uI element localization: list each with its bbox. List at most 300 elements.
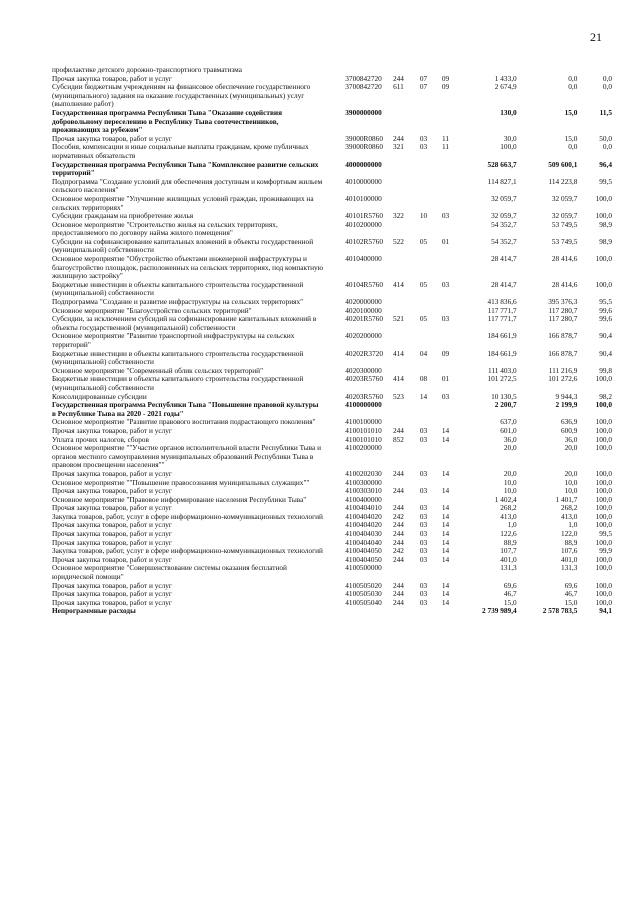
row-actual-amount: 111 216,9 [548, 365, 578, 375]
row-section [412, 332, 435, 349]
row-name: Подпрограмма "Создание условий для обеспечения доступным и комфортным жильем сельского населения" [52, 176, 323, 195]
row-code: 4100202030 [345, 468, 382, 478]
row-name: Прочая закупка товаров, работ и услуг [52, 73, 172, 83]
row-actual-amount: 2 199,9 [555, 400, 578, 410]
row-planned-amount: 10 130,5 [491, 391, 517, 401]
row-percent: 100,0 [595, 254, 612, 264]
row-expense-type: 522 [392, 236, 404, 246]
row-subsection: 09 [441, 73, 450, 83]
row-name: Основное мероприятие "Строительство жилья на сельских территориях, предоставляемого по договору найма жилого помещения" [52, 219, 278, 238]
row-code: 3700842720 [345, 73, 382, 83]
row-actual-amount: 36,0 [564, 434, 578, 444]
row-code: 4100404010 [345, 503, 382, 513]
row-planned-amount: 10,0 [503, 486, 517, 496]
row-subsection: 01 [441, 374, 450, 384]
row-planned-amount: 54 352,7 [491, 219, 517, 229]
row-percent: 98,9 [599, 236, 612, 246]
table-row [52, 195, 612, 212]
row-expense-type: 414 [392, 348, 404, 358]
row-section: 07 [419, 73, 428, 83]
row-code: 4100404050 [345, 554, 382, 564]
row-section: 03 [419, 142, 428, 152]
table-row [52, 607, 612, 616]
row-code: 4100101010 [345, 434, 382, 444]
row-name: Прочая закупка товаров, работ и услуг [52, 425, 172, 435]
row-subsection: 09 [441, 348, 450, 358]
row-actual-amount: 0,0 [568, 142, 578, 152]
row-percent: 99,8 [599, 365, 612, 375]
row-expense-type [385, 564, 412, 581]
row-code: 40104R5760 [345, 279, 383, 289]
row-name: Консолидированные субсидии [52, 391, 147, 401]
row-actual-amount: 28 414,6 [551, 254, 578, 264]
row-planned-amount: 10,0 [503, 477, 517, 487]
row-percent: 99,6 [599, 314, 612, 324]
row-section: 03 [419, 529, 428, 539]
row-percent: 100,0 [595, 589, 612, 599]
row-section: 05 [419, 279, 428, 289]
page-number: 21 [590, 30, 602, 44]
row-expense-type: 242 [392, 511, 404, 521]
row-planned-amount: 122,6 [500, 529, 517, 539]
row-expense-type [385, 332, 412, 349]
row-percent: 100,0 [595, 193, 612, 203]
table-row [52, 281, 612, 298]
row-expense-type: 244 [392, 554, 404, 564]
row-expense-type: 244 [392, 537, 404, 547]
row-name: Бюджетные инвестиции в объекты капитального строительства государственной (муниципальной) собственности [52, 348, 304, 367]
row-planned-amount: 46,7 [503, 589, 517, 599]
row-expense-type [385, 109, 412, 135]
table-row [52, 255, 612, 281]
row-planned-amount: 30,0 [503, 133, 517, 143]
row-actual-amount: 20,0 [564, 468, 578, 478]
row-expense-type [385, 255, 412, 281]
row-planned-amount: 28 414,7 [491, 279, 517, 289]
row-code: 40101R5760 [345, 211, 383, 221]
row-code: 4100200000 [345, 443, 382, 453]
table-row [52, 161, 612, 178]
row-code: 40203R5760 [345, 391, 383, 401]
row-planned-amount: 107,7 [500, 546, 517, 556]
row-percent: 100,0 [595, 468, 612, 478]
row-code: 40202R3720 [345, 348, 383, 358]
row-subsection: 14 [441, 537, 450, 547]
row-actual-amount: 10,0 [564, 477, 578, 487]
row-name: Субсидии гражданам на приобретение жилья [52, 211, 194, 221]
row-section [412, 109, 435, 135]
row-section: 03 [419, 425, 428, 435]
row-actual-amount: 509 600,1 [548, 159, 578, 169]
row-name: Закупка товаров, работ, услуг в сфере информационно-коммуникационных технологий [52, 546, 323, 556]
table-row [52, 350, 612, 367]
row-planned-amount: 2 674,9 [494, 82, 517, 92]
row-code: 4100303010 [345, 486, 382, 496]
row-code: 4100101010 [345, 425, 382, 435]
row-subsection: 14 [441, 468, 450, 478]
row-subsection: 14 [441, 589, 450, 599]
row-name: Субсидии на софинансирование капитальных вложений в объекты государственной (муниципальной) собственности [52, 236, 314, 255]
row-name: Основное мероприятие "Благоустройство сельских территорий" [52, 305, 252, 315]
row-subsection [435, 255, 456, 281]
table-row [52, 401, 612, 418]
row-name: Прочая закупка товаров, работ и услуг [52, 468, 172, 478]
row-actual-amount: 401,0 [560, 554, 578, 564]
row-name: Основное мероприятие "Развитие транспортной инфраструктуры на сельских территорий" [52, 331, 295, 349]
row-actual-amount: 15,0 [564, 133, 578, 143]
row-code: 4020000000 [345, 297, 382, 307]
row-planned-amount: 117 771,7 [487, 314, 517, 324]
row-code: 4010000000 [345, 176, 382, 186]
row-planned-amount: 101 272,5 [487, 374, 517, 384]
row-section: 03 [419, 546, 428, 556]
row-percent: 98,2 [599, 391, 612, 401]
row-expense-type [385, 607, 412, 616]
row-expense-type: 244 [392, 468, 404, 478]
row-percent: 99,9 [599, 546, 612, 556]
row-planned-amount: 28 414,7 [491, 254, 517, 264]
row-name: Основное мероприятие "Правовое информирование населения Республики Тыва" [52, 494, 307, 504]
row-subsection: 11 [442, 142, 450, 152]
row-expense-type: 244 [392, 520, 404, 530]
row-expense-type: 244 [392, 73, 404, 83]
row-percent: 100,0 [595, 503, 612, 513]
row-subsection: 14 [441, 511, 450, 521]
row-percent: 100,0 [595, 494, 612, 504]
row-subsection [435, 221, 456, 238]
row-code: 4100404030 [345, 529, 382, 539]
row-percent: 100,0 [595, 511, 612, 521]
row-planned-amount: 637,0 [500, 417, 517, 427]
row-planned-amount: 130,0 [500, 107, 517, 117]
row-planned-amount: 117 771,7 [487, 305, 517, 315]
row-subsection [435, 178, 456, 195]
row-section: 03 [419, 468, 428, 478]
row-percent: 99,5 [599, 176, 612, 186]
row-code: 4100404050 [345, 546, 382, 556]
row-percent: 96,4 [599, 159, 612, 169]
row-percent: 100,0 [595, 477, 612, 487]
budget-table-body [52, 66, 612, 616]
table-row [52, 332, 612, 349]
row-code: 39000R0860 [345, 133, 383, 143]
row-subsection: 14 [441, 486, 450, 496]
row-code: 4100505030 [345, 589, 382, 599]
row-section: 03 [419, 434, 428, 444]
table-row [52, 599, 612, 608]
row-actual-amount: 15,0 [564, 107, 578, 117]
row-expense-type [385, 161, 412, 178]
row-expense-type: 322 [392, 211, 404, 221]
row-expense-type: 244 [392, 589, 404, 599]
row-code: 4100000000 [345, 400, 382, 410]
row-name: Подпрограмма "Создание и развитие инфраструктуры на сельских территориях" [52, 297, 304, 307]
row-expense-type: 244 [392, 597, 404, 607]
row-name: Основное мероприятие "Современный облик сельских территорий" [52, 365, 264, 375]
row-planned-amount: 1 402,4 [494, 494, 517, 504]
row-expense-type: 244 [392, 503, 404, 513]
row-code: 4100505040 [345, 597, 382, 607]
row-percent: 100,0 [595, 537, 612, 547]
row-code: 4010200000 [345, 219, 382, 229]
row-actual-amount: 117 280,7 [548, 305, 578, 315]
row-name: Прочая закупка товаров, работ и услуг [52, 537, 172, 547]
row-planned-amount: 184 661,9 [487, 331, 517, 341]
row-planned-amount: 401,0 [500, 554, 517, 564]
row-actual-amount: 268,2 [560, 503, 578, 513]
row-percent: 0,0 [602, 142, 612, 152]
row-actual-amount: 636,9 [560, 417, 578, 427]
row-name: Прочая закупка товаров, работ и услуг [52, 520, 172, 530]
row-subsection: 09 [441, 82, 450, 92]
row-subsection: 03 [441, 279, 450, 289]
row-expense-type: 244 [392, 580, 404, 590]
row-subsection [435, 109, 456, 135]
row-actual-amount: 15,0 [564, 597, 578, 607]
row-code: 4100404040 [345, 537, 382, 547]
row-percent: 100,0 [595, 417, 612, 427]
row-planned-amount: 32 059,7 [491, 193, 517, 203]
row-section: 04 [419, 348, 428, 358]
budget-table [52, 66, 612, 616]
row-actual-amount: 32 059,7 [551, 193, 578, 203]
row-actual-amount: 88,9 [564, 537, 578, 547]
row-actual-amount: 600,9 [560, 425, 578, 435]
row-expense-type [385, 178, 412, 195]
row-subsection: 03 [441, 391, 450, 401]
row-section: 14 [419, 391, 428, 401]
row-section: 03 [419, 580, 428, 590]
row-percent: 100,0 [595, 580, 612, 590]
row-percent: 99,5 [599, 529, 612, 539]
row-expense-type: 242 [392, 546, 404, 556]
row-subsection [435, 195, 456, 212]
row-percent: 98,9 [599, 219, 612, 229]
row-name: Прочая закупка товаров, работ и услуг [52, 580, 172, 590]
row-code [327, 607, 385, 616]
row-actual-amount: 0,0 [568, 82, 578, 92]
row-planned-amount: 131,3 [500, 563, 517, 573]
row-percent: 0,0 [602, 82, 612, 92]
row-expense-type: 321 [392, 142, 404, 152]
table-row [52, 83, 612, 109]
row-name: Уплата прочих налогов, сборов [52, 434, 150, 444]
row-actual-amount: 1,0 [568, 520, 578, 530]
row-expense-type: 244 [392, 133, 404, 143]
row-subsection: 14 [441, 425, 450, 435]
row-subsection [435, 298, 456, 307]
row-code: 40102R5760 [345, 236, 383, 246]
row-percent: 11,5 [599, 107, 612, 117]
row-planned-amount: 20,0 [503, 443, 517, 453]
row-section [412, 607, 435, 616]
row-planned-amount: 36,0 [503, 434, 517, 444]
row-name: Субсидии бюджетным учреждениям на финансовое обеспечение государственного (муниципального) задания на оказание государственных (муниципальных) услуг (выполнение работ) [52, 82, 311, 109]
row-percent: 95,5 [599, 297, 612, 307]
row-percent: 90,4 [599, 348, 612, 358]
row-percent: 100,0 [595, 434, 612, 444]
row-actual-amount: 413,0 [560, 511, 578, 521]
row-name: Прочая закупка товаров, работ и услуг [52, 133, 172, 143]
row-subsection: 03 [441, 314, 450, 324]
row-actual-amount: 117 280,7 [548, 314, 578, 324]
row-planned-amount: 1,0 [507, 520, 517, 530]
row-name: Основное мероприятие "Развитие правового воспитания подрастающего поколения" [52, 417, 316, 427]
row-code: 3700842720 [345, 82, 382, 92]
row-actual-amount: 166 878,7 [548, 331, 578, 341]
row-section: 03 [419, 503, 428, 513]
row-subsection: 01 [441, 236, 450, 246]
row-subsection: 14 [441, 520, 450, 530]
row-actual-amount: 69,6 [564, 580, 578, 590]
row-subsection: 14 [441, 597, 450, 607]
row-expense-type [385, 401, 412, 418]
row-expense-type: 244 [392, 425, 404, 435]
row-name: Основное мероприятие ""Повышение правосознания муниципальных служащих"" [52, 477, 310, 487]
row-actual-amount: 10,0 [564, 486, 578, 496]
row-actual-amount: 20,0 [564, 443, 578, 453]
row-section: 03 [419, 486, 428, 496]
row-actual-amount: 32 059,7 [551, 211, 578, 221]
row-actual-amount: 101 272,6 [548, 374, 578, 384]
row-actual-amount: 131,3 [560, 563, 578, 573]
row-percent: 100,0 [595, 211, 612, 221]
row-planned-amount: 114 827,1 [487, 176, 517, 186]
row-percent: 100,0 [595, 400, 612, 410]
row-actual-amount: 53 749,5 [551, 219, 578, 229]
table-row [52, 444, 612, 470]
row-percent: 100,0 [595, 520, 612, 530]
row-section [412, 195, 435, 212]
row-actual-amount: 114 223,8 [548, 176, 578, 186]
table-row [52, 315, 612, 332]
row-percent: 94,1 [599, 606, 612, 616]
row-planned-amount: 32 059,7 [491, 211, 517, 221]
row-name: Государственная программа Республики Тыва "Повышение правовой культуры в Республике Тыва на 2020 - 2021 годы" [52, 400, 319, 418]
row-planned-amount: 268,2 [500, 503, 517, 513]
row-subsection: 11 [442, 133, 450, 143]
row-expense-type: 414 [392, 374, 404, 384]
row-expense-type [385, 444, 412, 470]
row-name: Субсидии, за исключением субсидий на софинансирование капитальных вложений в объекты государственной (муниципальной) собственности [52, 314, 317, 332]
row-section [412, 401, 435, 418]
row-section: 03 [419, 511, 428, 521]
table-row [52, 375, 612, 392]
row-subsection: 14 [441, 546, 450, 556]
row-expense-type: 414 [392, 279, 404, 289]
row-planned-amount: 413,0 [500, 511, 517, 521]
row-section: 07 [419, 82, 428, 92]
row-code: 4100500000 [345, 563, 382, 573]
row-name: Пособия, компенсации и иные социальные выплаты гражданам, кроме публичных нормативных обязательств [52, 142, 309, 160]
row-planned-amount: 2 200,7 [494, 400, 517, 410]
row-percent: 100,0 [595, 374, 612, 384]
row-section: 05 [419, 236, 428, 246]
row-subsection: 14 [441, 580, 450, 590]
row-name: профилактике детского дорожно-транспортного травматизма [52, 65, 242, 74]
row-section: 03 [419, 537, 428, 547]
row-actual-amount: 0,0 [568, 73, 578, 83]
row-actual-amount: 2 578 783,5 [542, 606, 578, 616]
table-row [52, 178, 612, 195]
row-name: Государственная программа Республики Тыва "Оказание содействия добровольному переселению в Республику Тыва соотечественников, проживающих за рубежом" [52, 107, 283, 135]
row-name: Бюджетные инвестиции в объекты капитального строительства государственной (муниципальной) собственности [52, 279, 304, 298]
row-section [412, 444, 435, 470]
row-code: 4010400000 [345, 254, 382, 264]
row-actual-amount: 46,7 [564, 589, 578, 599]
row-section [412, 298, 435, 307]
row-code: 4100404020 [345, 520, 382, 530]
row-section: 10 [419, 211, 428, 221]
row-subsection [435, 444, 456, 470]
row-planned-amount: 1 433,0 [494, 73, 517, 83]
row-planned-amount: 54 352,7 [491, 236, 517, 246]
row-name: Закупка товаров, работ, услуг в сфере информационно-коммуникационных технологий [52, 511, 323, 521]
row-subsection [435, 401, 456, 418]
row-section [412, 255, 435, 281]
row-code: 4100505020 [345, 580, 382, 590]
table-row [52, 143, 612, 160]
row-percent: 100,0 [595, 554, 612, 564]
row-code: 4010100000 [345, 193, 382, 203]
row-expense-type: 523 [392, 391, 404, 401]
row-expense-type: 852 [392, 434, 404, 444]
row-code: 3900000000 [345, 107, 382, 117]
row-expense-type [385, 195, 412, 212]
row-name: Прочая закупка товаров, работ и услуг [52, 597, 172, 607]
row-section: 03 [419, 520, 428, 530]
row-code: 39000R0860 [345, 142, 383, 152]
row-name: Основное мероприятие "Совершенствование системы оказания бесплатной юридической помощи" [52, 563, 287, 582]
row-section: 05 [419, 314, 428, 324]
row-actual-amount: 1 401,7 [555, 494, 578, 504]
row-percent: 100,0 [595, 279, 612, 289]
row-section: 03 [419, 554, 428, 564]
row-code: 4020300000 [345, 365, 382, 375]
row-actual-amount: 122,0 [560, 529, 578, 539]
row-code: 4020100000 [345, 305, 382, 315]
row-name: Прочая закупка товаров, работ и услуг [52, 503, 172, 513]
row-expense-type: 244 [392, 486, 404, 496]
row-code: 4100400000 [345, 494, 382, 504]
row-planned-amount: 20,0 [503, 468, 517, 478]
row-expense-type [385, 298, 412, 307]
row-actual-amount: 395 376,3 [548, 297, 578, 307]
row-code: 4020200000 [345, 331, 382, 341]
row-name: Прочая закупка товаров, работ и услуг [52, 589, 172, 599]
row-subsection [435, 607, 456, 616]
row-subsection: 03 [441, 211, 450, 221]
row-name: Бюджетные инвестиции в объекты капитального строительства государственной (муниципальной) собственности [52, 374, 304, 392]
row-name: Непрограммные расходы [52, 606, 136, 616]
row-name: Прочая закупка товаров, работ и услуг [52, 486, 172, 496]
row-percent: 100,0 [595, 597, 612, 607]
row-name: Основное мероприятие ""Участие органов исполнительной власти Республики Тыва и органов местного самоуправления муниципальных образований Республики Тыва в правовом просвещении населения"" [52, 443, 321, 470]
row-name: Основное мероприятие "Обустройство объектами инженерной инфраструктуры и благоустройство площадок, расположенных на сельских территориях, под компактную жилищную застройку" [52, 254, 324, 281]
row-subsection [435, 332, 456, 349]
row-subsection: 14 [441, 554, 450, 564]
row-code: 4100300000 [345, 477, 382, 487]
row-subsection [435, 161, 456, 178]
row-actual-amount: 28 414,6 [551, 279, 578, 289]
row-percent: 99,6 [599, 305, 612, 315]
row-planned-amount: 111 403,0 [488, 365, 517, 375]
row-expense-type [385, 221, 412, 238]
row-section [412, 161, 435, 178]
row-section [412, 564, 435, 581]
row-percent: 100,0 [595, 563, 612, 573]
row-planned-amount: 15,0 [503, 597, 517, 607]
